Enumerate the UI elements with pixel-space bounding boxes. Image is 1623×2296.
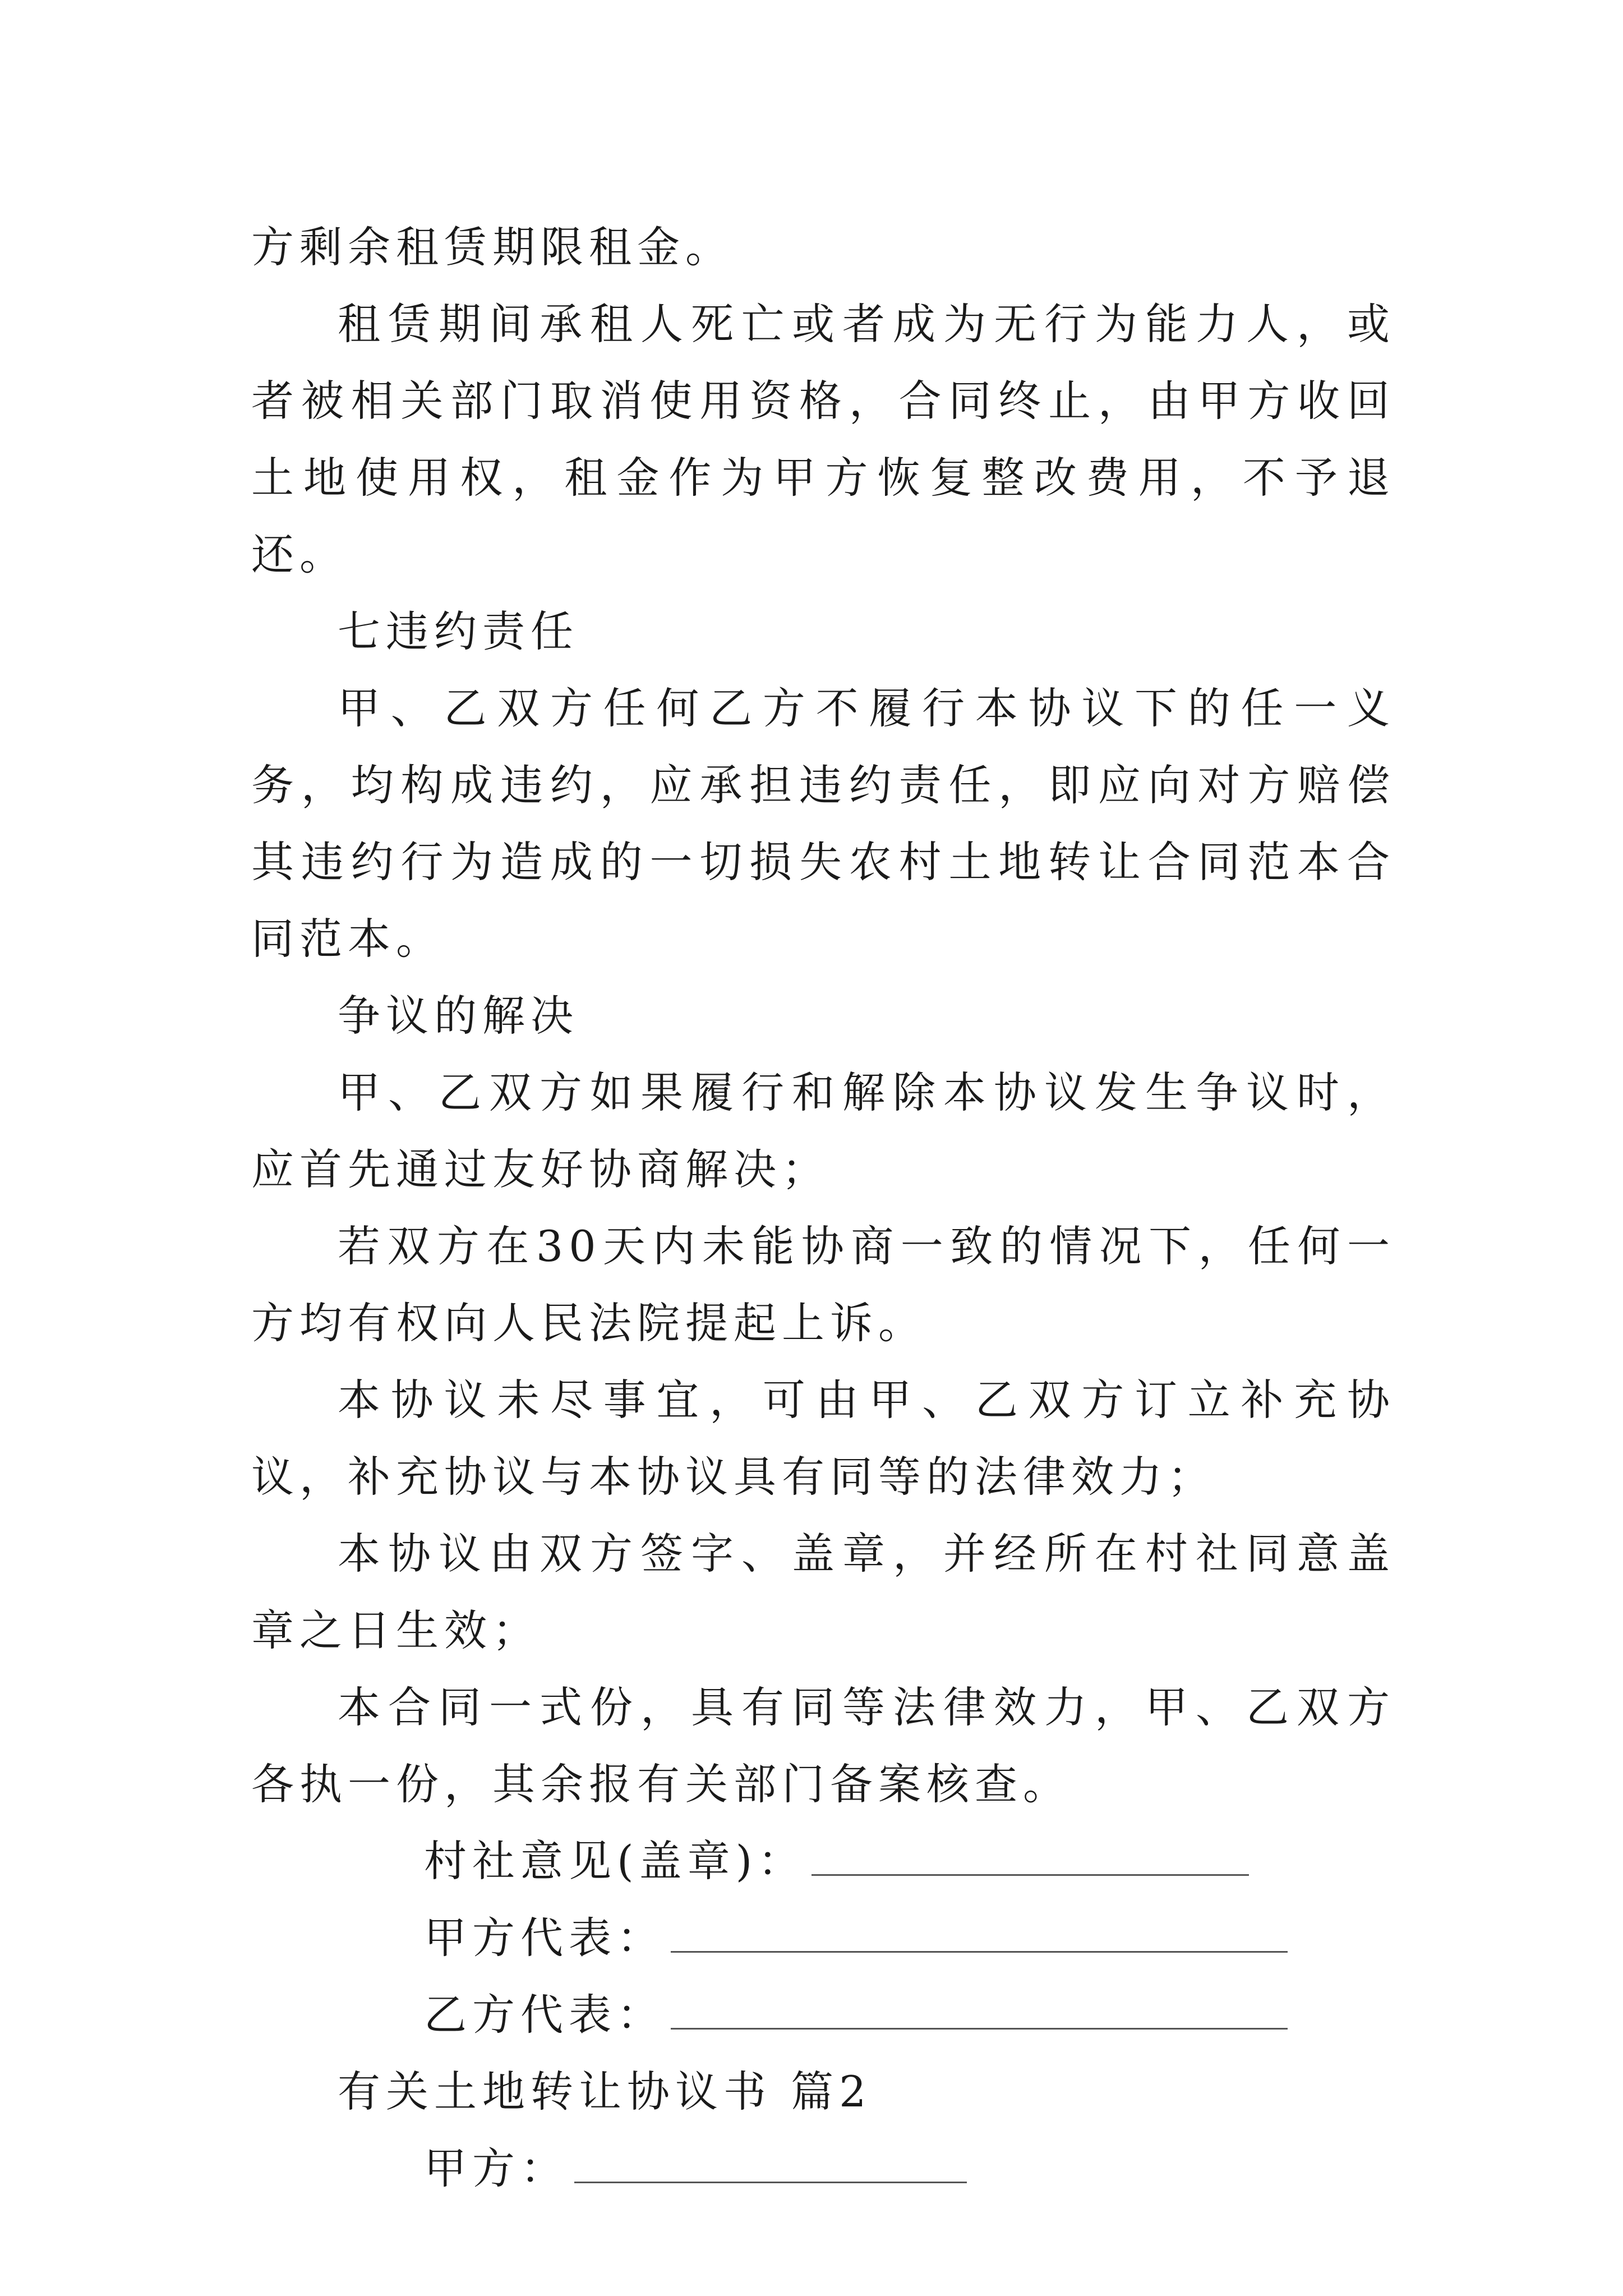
paragraph-effective-date: 本协议由双方签字、盖章，并经所在村社同意盖章之日生效； [251,1529,1395,1655]
signature-party-b [251,1976,1395,2053]
party-a-label: 甲方： [424,2143,569,2193]
party-a-blank[interactable] [574,2148,967,2183]
heading-breach-liability: 七违约责任 [338,606,579,656]
village-opinion-label: 村社意见(盖章)： [424,1836,806,1886]
document-body [251,209,1395,2207]
paragraph-breach-terms: 甲、乙双方任何乙方不履行本协议下的任一义务，均构成违约，应承担违约责任，即应向对方赔偿其违约行为造成的一切损失农村土地转让合同范本合同范本。 [251,683,1395,964]
signature-village [251,1823,1395,1899]
party-a-rep-label: 甲方代表： [424,1913,665,1963]
section-2-title: 有关土地转让协议书 篇2 [338,2067,872,2116]
paragraph-litigation: 若双方在30天内未能协商一致的情况下，任何一方均有权向人民法院提起上诉。 [251,1221,1395,1348]
paragraph-supplementary-agreement: 本协议未尽事宜，可由甲、乙双方订立补充协议，补充协议与本协议具有同等的法律效力； [251,1375,1395,1502]
party-a-line [251,2130,1395,2207]
paragraph-lessee-death: 租赁期间承租人死亡或者成为无行为能力人，或者被相关部门取消使用资格，合同终止，由甲方收回土地使用权，租金作为甲方恢复整改费用，不予退还。 [251,299,1395,579]
paragraph-copies: 本合同一式份，具有同等法律效力，甲、乙双方各执一份，其余报有关部门备案核查。 [251,1682,1395,1809]
party-b-rep-blank[interactable] [671,1994,1288,2030]
paragraph-rent-remainder: 方剩余租赁期限租金。 [251,222,734,272]
heading-dispute-resolution: 争议的解决 [338,991,579,1041]
paragraph-negotiation: 甲、乙双方如果履行和解除本协议发生争议时，应首先通过友好协商解决； [251,1068,1395,1194]
party-b-rep-label: 乙方代表： [424,1990,665,2040]
village-opinion-blank[interactable] [811,1841,1249,1876]
party-a-rep-blank[interactable] [671,1917,1288,1953]
signature-party-a [251,1899,1395,1976]
